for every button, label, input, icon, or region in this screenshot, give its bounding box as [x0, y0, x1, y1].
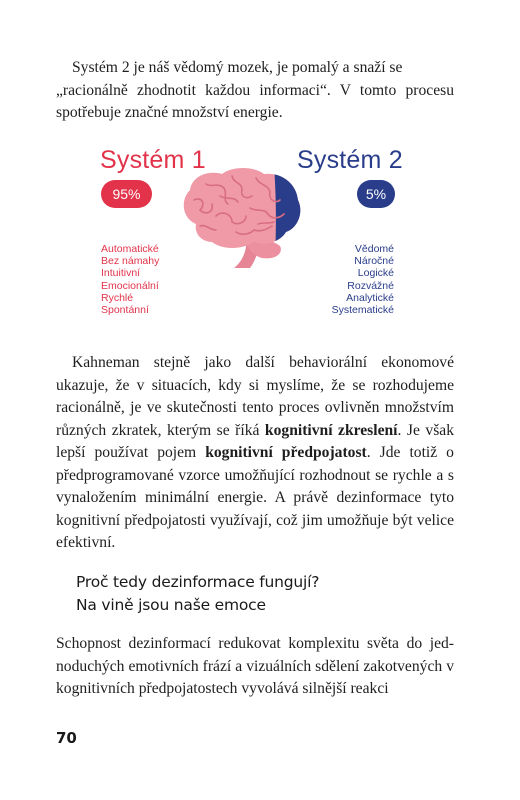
page-number: 70 [56, 729, 77, 747]
brain-icon [176, 166, 306, 270]
body-text-1: Kahneman stejně jako další behaviorální ekonomové ukazuje, že v situacích, kdy si myslíme, že se rozhodujeme racionálně, je ve skutečnosti tento proces ovlivněn množstvím různých zkratek, kterým se říká [56, 354, 454, 439]
closing-paragraph [56, 633, 454, 701]
system2-traits-list [332, 243, 394, 316]
body-paragraph [56, 352, 454, 555]
system1-title: Systém 1 [100, 146, 206, 174]
system2-trait: Analytické [346, 291, 394, 304]
system1-trait: Rychlé [101, 291, 134, 304]
system1-trait: Spontánní [101, 304, 149, 317]
system2-trait: Systematické [331, 304, 394, 317]
section-heading-line-1: Proč tedy dezinformace fungují? [76, 573, 320, 591]
intro-paragraph [56, 57, 454, 125]
system1-trait: Intuitivní [101, 267, 141, 280]
system2-trait: Vědomé [354, 243, 394, 255]
intro-line-3: spotřebuje značné množství energie. [56, 104, 283, 121]
system2-trait: Náročné [354, 255, 394, 268]
system2-trait: Rozvážné [347, 279, 394, 292]
section-heading [76, 571, 319, 617]
system1-traits-list [101, 243, 159, 316]
term-cognitive-distortion: kognitivní zkreslení [264, 421, 398, 439]
system2-title: Systém 2 [297, 146, 403, 174]
system2-percent-badge: 5% [357, 180, 395, 208]
section-heading-line-2: Na vině jsou naše emoce [76, 596, 266, 614]
closing-text: Schopnost dezinformací redukovat komplexitu světa do jednoduchých emotivních frází a vizuálních sdělení zakotvených v kognitivních předpojatostech vyvolává silnější reakci [56, 635, 454, 697]
body-text-2: . Je však lepší používat pojem [56, 421, 454, 461]
system1-trait: Emocionální [101, 279, 159, 292]
system1-percent-badge: 95% [101, 180, 152, 208]
intro-line-1: Systém 2 je náš vědomý mozek, je pomalý a snaží se [72, 59, 403, 76]
system1-trait: Automatické [101, 243, 159, 255]
term-cognitive-bias: kognitivní předpojatost [205, 444, 367, 461]
system1-trait: Bez námahy [101, 255, 160, 268]
intro-line-2: „racionálně zhodnotit každou informaci“. V tomto procesu [56, 81, 454, 99]
system2-trait: Logické [357, 267, 394, 280]
body-text-3: . Jde totiž o předprogramované vzorce umožňující rozhodnout se rychle a s vynaložením minimální energie. A právě dezinformace tyto kognitivní předpojatosti využívají, což jim umožňuje být velice efektivní. [56, 444, 454, 551]
